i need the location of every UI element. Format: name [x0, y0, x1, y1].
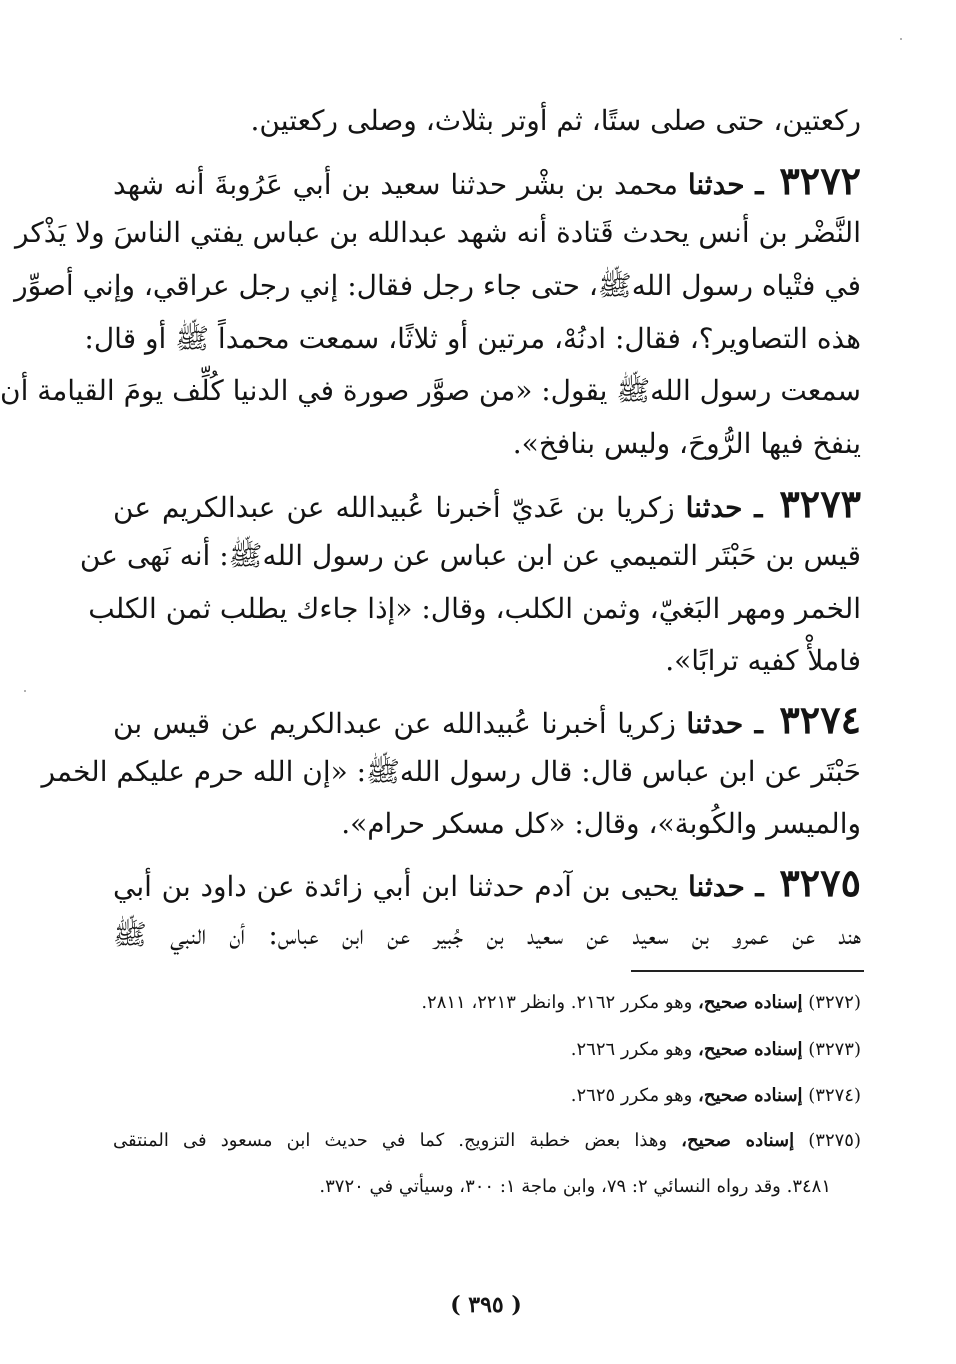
hadith-number: ٣٢٧٣ [779, 481, 862, 526]
hadith-3272-line-4: هذه التصاوير؟، فقال: ادنُهْ، مرتين أو ثلاثًا، سمعت محمداً ﷺ أو قال: [84, 322, 861, 355]
footnote-3275-line-2: ٣٤٨١. وقد رواه النسائي ٢: ٧٩، وابن ماجة ١: ٣٠٠، وسيأتي في ٣٧٢٠. [319, 1176, 831, 1197]
hadith-3274-line-2: حَبْتَر عن ابن عباس قال: قال رسول اللهﷺ: «إن الله حرم عليكم الخمر [41, 755, 861, 788]
footnote-3272 [113, 986, 861, 1020]
footnote-text: وهو مكرر ٢٦٢٦. [570, 1039, 693, 1060]
hadith-3272-line-1 [113, 158, 861, 204]
hadith-3273-line-2: قيس بن حَبْتَر التميمي عن ابن عباس عن رسول اللهﷺ: أنه نَهى عن [79, 539, 861, 572]
footnote-ref: (٣٢٧٣) [808, 1039, 861, 1060]
hadith-lead: ـ حدثنا [686, 707, 763, 740]
footnote-text: وهذا بعض خطبة التزويج. كما في حديث ابن مسعود فى المنتقى [113, 1130, 668, 1151]
footnote-grade: إسناده صحيح، [681, 1130, 795, 1151]
hadith-text: يحيى بن آدم حدثنا ابن أبي زائدة عن داود بن أبي [113, 870, 679, 903]
hadith-3275-line-2: هند عن عمرو بن سعيد عن سعيد بن جُبير عن ابن عباس: أن النبي ﷺ [113, 918, 861, 951]
intro-line: ركعتين، حتى صلى ستًا، ثم أوتر بثلاث، وصلى ركعتين. [250, 104, 861, 137]
hadith-3272-line-2: النَّضْر بن أنس يحدث قَتادة أنه شهد عبدالله بن عباس يفتي الناسَ ولا يَذْكر [14, 216, 861, 249]
scan-speck [24, 690, 26, 692]
footnote-3275 [113, 1124, 861, 1158]
hadith-3272-line-6: ينفخ فيها الرُّوحَ، وليس بنافخ». [512, 427, 861, 460]
footnote-3274 [113, 1079, 861, 1113]
hadith-number: ٣٢٧٤ [779, 697, 862, 742]
hadith-3274-line-3: والميسر والكُوبة»، وقال: «كل مسكر حرام». [341, 807, 861, 840]
hadith-text: محمد بن بشْر حدثنا سعيد بن أبي عَرُوبةَ أنه شهد [113, 168, 678, 201]
footnote-text: وهو مكرر ٢٦٢٥. [570, 1085, 693, 1106]
footnote-ref: (٣٢٧٢) [808, 992, 861, 1013]
hadith-3274-line-1 [113, 697, 861, 743]
scan-speck [900, 38, 902, 40]
footnote-grade: إسناده صحيح، [698, 1085, 803, 1106]
hadith-lead: ـ حدثنا [687, 168, 764, 201]
hadith-number: ٣٢٧٢ [779, 158, 862, 203]
hadith-text: زكريا بن عَديّ أخبرنا عُبيدالله عن عبدالكريم عن [113, 491, 675, 524]
footnote-separator [631, 970, 864, 972]
hadith-3273-line-1 [113, 481, 861, 527]
footnote-ref: (٣٢٧٤) [808, 1085, 861, 1106]
hadith-lead: ـ حدثنا [685, 491, 763, 524]
hadith-number: ٣٢٧٥ [779, 860, 861, 905]
footnote-text: وهو مكرر ٢١٦٢. وانظر ٢٢١٣، ٢٨١١. [421, 992, 693, 1013]
hadith-3273-line-4: فاملأْ كفيه ترابًا». [665, 644, 861, 677]
page-number: ( ٣٩٥ ) [450, 1292, 522, 1318]
footnote-3273 [113, 1033, 861, 1067]
hadith-lead: ـ حدثنا [688, 870, 764, 903]
hadith-3275-line-1 [113, 860, 861, 906]
hadith-3272-line-5: سمعت رسول اللهﷺ يقول: «من صوَّر صورة في الدنيا كُلِّف يومَ القيامة أن [0, 374, 861, 407]
footnote-grade: إسناده صحيح، [698, 1039, 803, 1060]
footnote-grade: إسناده صحيح، [698, 992, 803, 1013]
hadith-text: زكريا أخبرنا عُبيدالله عن عبدالكريم عن قيس بن [113, 707, 676, 740]
hadith-3272-line-3: في فتْياه رسول اللهﷺ، حتى جاء رجل فقال: إني رجل عراقي، وإني أصوِّر [14, 269, 861, 302]
footnote-ref: (٣٢٧٥) [808, 1130, 861, 1151]
hadith-3273-line-3: الخمر ومهر البَغيّ، وثمن الكلب، وقال: «إذا جاءك يطلب ثمن الكلب [88, 592, 861, 625]
